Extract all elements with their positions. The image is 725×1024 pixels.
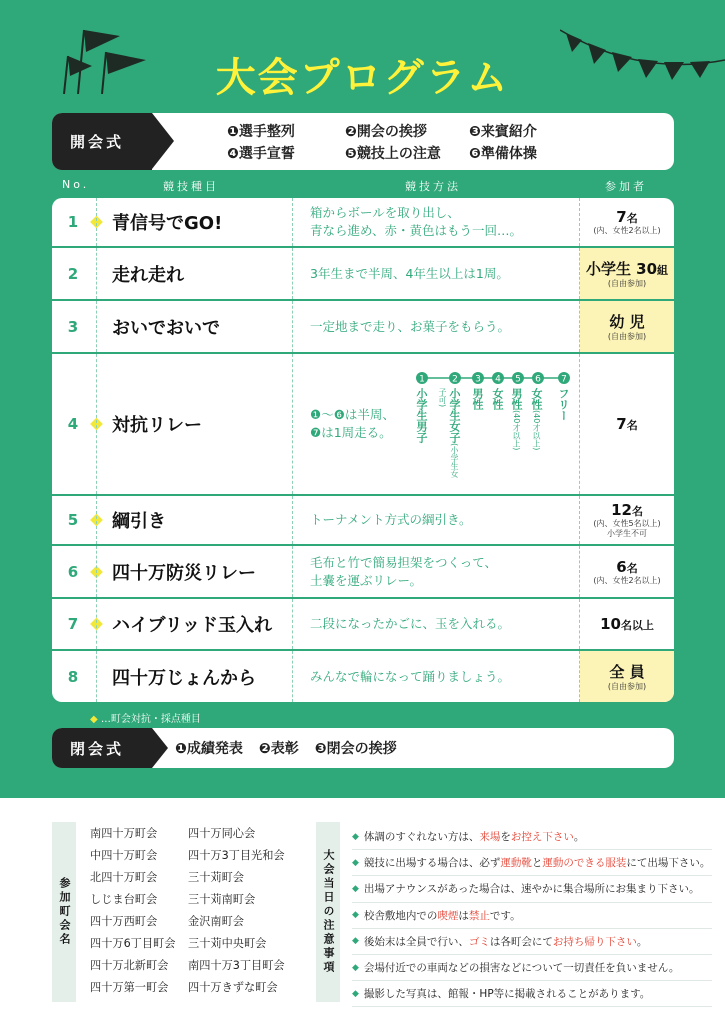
arrow-icon xyxy=(152,728,168,768)
opening-label: 開会式 xyxy=(52,113,152,170)
event-name: 走れ走れ xyxy=(112,264,184,286)
opening-items xyxy=(227,121,589,163)
event-number: 3 xyxy=(67,317,79,336)
table-row xyxy=(52,248,674,299)
list-item: 四十万6丁目町会 xyxy=(90,937,176,950)
list-item: 四十万北新町会 xyxy=(90,959,169,972)
event-name: おいでおいで xyxy=(112,317,220,339)
event-number: 2 xyxy=(67,264,79,283)
event-participants: 幼 児 (自由参加) xyxy=(580,301,674,352)
event-participants: 小学生 30組 (自由参加) xyxy=(580,248,674,299)
table-row xyxy=(52,496,674,544)
event-name: 青信号でGO! xyxy=(112,213,223,234)
event-method: トーナメント方式の綱引き。 xyxy=(310,512,472,527)
opening-item: ❻準備体操 xyxy=(469,146,537,162)
table-row xyxy=(52,198,674,246)
event-method: 毛布と竹で簡易担架をつくって、 土嚢を運ぶリレー。 xyxy=(310,554,498,588)
opening-item: ❹選手宣誓 xyxy=(227,146,295,162)
event-method: 二段になったかごに、玉を入れる。 xyxy=(310,616,511,631)
list-item: 北四十万町会 xyxy=(90,871,158,884)
list-item: 南四十万3丁目町会 xyxy=(188,959,285,972)
event-method: 3年生まで半周、4年生以上は1周。 xyxy=(310,265,509,281)
notice-list xyxy=(352,824,712,1007)
list-item: 中四十万町会 xyxy=(90,849,158,862)
list-item: 三十苅中央町会 xyxy=(188,937,267,950)
event-method: ❶〜❻は半周、 ❼は1周走る。 xyxy=(310,407,395,440)
notice-item: ◆ 出場アナウンスがあった場合は、速やかに集合場所にお集まり下さい。 xyxy=(352,876,712,902)
opening-ceremony xyxy=(52,113,674,170)
list-item: 四十万きずな町会 xyxy=(188,981,278,994)
event-method: みんなで輪になって踊りましょう。 xyxy=(310,668,511,684)
list-item: 四十万3丁目光和会 xyxy=(188,849,285,862)
event-participants: 7名 (内、女性2名以上) xyxy=(593,208,661,235)
opening-item: ❸来賓紹介 xyxy=(469,124,537,140)
event-number: 8 xyxy=(67,667,79,686)
event-name: 対抗リレー xyxy=(112,415,202,436)
svg-text:3: 3 xyxy=(475,374,481,385)
table-row xyxy=(52,546,674,597)
notice-item: ◆ 校舎敷地内での 喫煙 は 禁止 です。 xyxy=(352,903,712,929)
diamond-icon: ◆ xyxy=(90,714,98,725)
event-number: 6 xyxy=(67,562,79,581)
closing-label: 閉会式 xyxy=(52,728,152,768)
event-name: 四十万じょんから xyxy=(112,667,256,689)
notice-item: ◆ 撮影した写真は、館報・HP等に掲載されることがあります。 xyxy=(352,981,712,1007)
event-participants: 全 員 (自由参加) xyxy=(580,651,674,702)
event-participants: 6名 (内、女性2名以上) xyxy=(593,557,661,585)
notice-item: ◆ 競技に出場する場合は、必ず 運動靴 と 運動のできる服装 にて出場下さい。 xyxy=(352,850,712,876)
event-method: 一定地まで走り、お菓子をもらう。 xyxy=(310,318,511,334)
list-item: 三十苅南町会 xyxy=(188,893,256,906)
column-header-event: 競技種目 xyxy=(163,180,219,193)
relay-runner: 小学生女子(小学生女子可) xyxy=(438,388,461,479)
closing-item: ❸閉会の挨拶 xyxy=(314,741,397,757)
opening-item: ❺競技上の注意 xyxy=(345,146,441,162)
towns-label: 参加町会名 xyxy=(52,822,76,1002)
relay-runner: 男性 xyxy=(471,388,484,410)
town-list xyxy=(90,826,298,996)
closing-ceremony xyxy=(52,728,674,768)
event-participants: 7名 xyxy=(616,415,638,433)
column-header-no: No. xyxy=(62,178,90,191)
event-number: 7 xyxy=(67,615,79,633)
svg-text:4: 4 xyxy=(495,374,501,385)
list-item: しじま台町会 xyxy=(90,893,158,906)
event-name: 綱引き xyxy=(112,511,166,532)
table-row xyxy=(52,599,674,649)
notice-item: ◆ 後始末は全員で行い、 ゴミ は各町会にて お持ち帰り下さい 。 xyxy=(352,929,712,955)
list-item: 四十万第一町会 xyxy=(90,981,169,994)
opening-item: ❷開会の挨拶 xyxy=(345,124,427,140)
list-item: 南四十万町会 xyxy=(90,827,158,840)
column-header-method: 競技方法 xyxy=(405,180,461,193)
relay-runner: フリー xyxy=(557,388,570,421)
closing-items xyxy=(175,738,397,758)
list-item: 四十万西町会 xyxy=(90,915,158,928)
event-number: 5 xyxy=(67,511,79,529)
svg-text:1: 1 xyxy=(419,374,425,385)
event-name: ハイブリッド玉入れ xyxy=(112,615,273,636)
column-header-participants: 参加者 xyxy=(605,180,647,193)
event-number: 1 xyxy=(67,213,79,231)
table-row xyxy=(52,354,674,494)
event-participants: 12名 (内、女性5名以上) 小学生不可 xyxy=(593,501,661,538)
page-title: 大会プログラム xyxy=(215,55,510,101)
event-number: 4 xyxy=(67,415,79,433)
svg-text:5: 5 xyxy=(515,374,521,385)
relay-line-icon xyxy=(414,368,574,386)
event-name: 四十万防災リレー xyxy=(112,562,256,584)
list-item: 四十万同心会 xyxy=(188,827,256,840)
table-row xyxy=(52,651,674,702)
relay-runner: 女性 xyxy=(491,388,504,410)
notice-item: ◆ 会場付近での車両などの損害などについて一切責任を負いません。 xyxy=(352,955,712,981)
notices-label: 大会当日の注意事項 xyxy=(316,822,340,1002)
list-item: 金沢南町会 xyxy=(188,915,244,928)
event-method: 箱からボールを取り出し、 青なら進め、赤・黄色はもう一回…。 xyxy=(310,205,523,238)
relay-runner: 女性(40才以上) xyxy=(530,388,543,451)
list-item: 三十苅町会 xyxy=(188,871,244,884)
relay-runner: 男性(40才以上) xyxy=(510,388,523,451)
event-participants: 10名以上 xyxy=(600,615,654,633)
scored-event-note: ◆ …町会対抗・採点種目 xyxy=(90,714,201,725)
relay-runner: 小学生男子 xyxy=(415,388,428,443)
svg-text:2: 2 xyxy=(452,374,458,385)
relay-order-diagram xyxy=(414,368,574,483)
notice-item: ◆ 体調のすぐれない方は、 来場 を お控え下さい 。 xyxy=(352,824,712,850)
opening-item: ❶選手整列 xyxy=(227,124,295,140)
closing-item: ❶成績発表 xyxy=(175,741,243,757)
svg-text:7: 7 xyxy=(561,374,567,385)
table-row xyxy=(52,301,674,352)
arrow-icon xyxy=(152,113,174,169)
svg-text:6: 6 xyxy=(535,374,541,385)
closing-item: ❷表彰 xyxy=(258,741,299,757)
